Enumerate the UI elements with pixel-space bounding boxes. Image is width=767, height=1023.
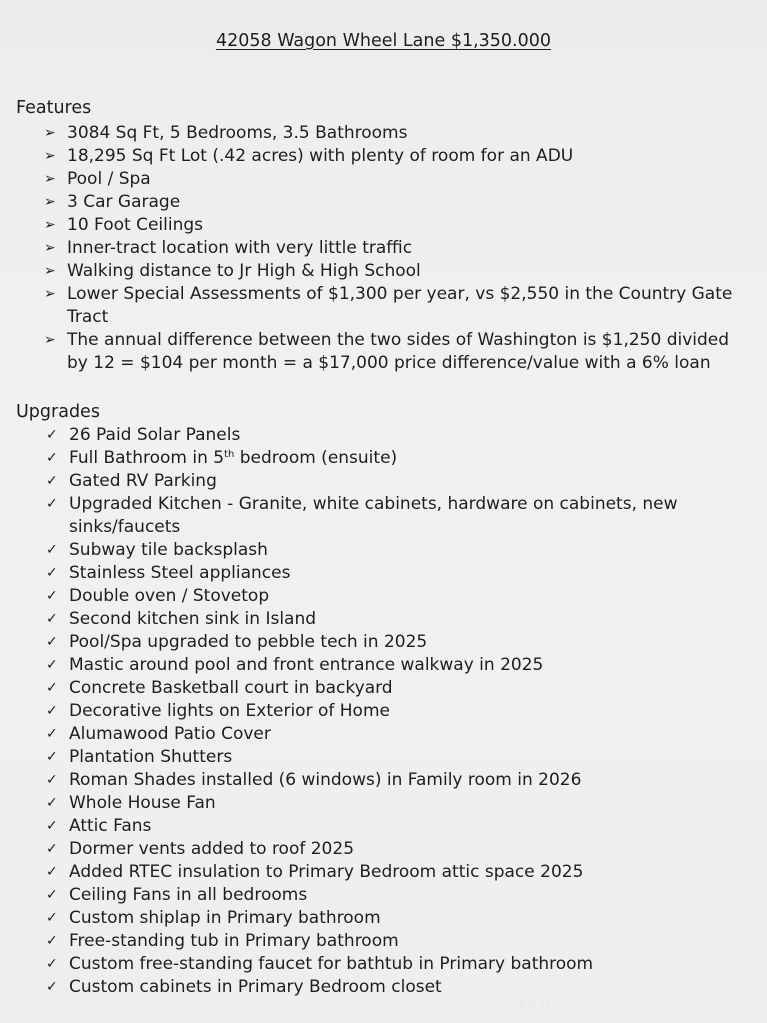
upgrades-item [0, 930, 767, 953]
features-item [0, 191, 767, 214]
checkmark-icon: ✓ [46, 634, 58, 650]
arrow-bullet-icon: ➢ [44, 240, 56, 256]
upgrades-item-text: Custom cabinets in Primary Bedroom closet [69, 977, 442, 997]
upgrades-item [0, 608, 767, 631]
upgrades-item-text: Decorative lights on Exterior of Home [69, 701, 390, 721]
upgrades-item [0, 792, 767, 815]
checkmark-icon: ✓ [46, 772, 58, 788]
features-item [0, 145, 767, 168]
upgrades-item-text: 26 Paid Solar Panels [69, 425, 241, 445]
checkmark-icon: ✓ [46, 795, 58, 811]
features-item [0, 260, 767, 283]
checkmark-icon: ✓ [46, 496, 58, 512]
features-item-text: Lower Special Assessments of $1,300 per year, vs $2,550 in the Country Gate Tract [67, 284, 733, 327]
upgrades-item [0, 746, 767, 769]
checkmark-icon: ✓ [46, 450, 58, 466]
features-item-text: 3 Car Garage [67, 192, 181, 212]
upgrades-item-text: Alumawood Patio Cover [69, 724, 271, 744]
checkmark-icon: ✓ [46, 841, 58, 857]
upgrades-item [0, 539, 767, 562]
upgrades-item-text: Double oven / Stovetop [69, 586, 270, 606]
upgrades-item-text: Concrete Basketball court in backyard [69, 678, 393, 698]
arrow-bullet-icon: ➢ [44, 194, 56, 210]
upgrades-item-text: Added RTEC insulation to Primary Bedroom attic space 2025 [69, 862, 584, 882]
upgrades-item-text: Ceiling Fans in all bedrooms [69, 885, 308, 905]
checkmark-icon: ✓ [46, 611, 58, 627]
upgrades-item-text: Upgraded Kitchen - Granite, white cabinets, hardware on cabinets, new sinks/faucets [69, 494, 678, 537]
features-item-text: 10 Foot Ceilings [67, 215, 203, 235]
superscript: th [224, 449, 235, 460]
features-item-text: 3084 Sq Ft, 5 Bedrooms, 3.5 Bathrooms [67, 123, 408, 143]
upgrades-item [0, 470, 767, 493]
upgrades-list [0, 424, 767, 999]
checkmark-icon: ✓ [46, 818, 58, 834]
features-item-text: Walking distance to Jr High & High School [67, 261, 421, 281]
arrow-bullet-icon: ➢ [44, 332, 56, 348]
features-item [0, 214, 767, 237]
upgrades-item-text: Attic Fans [69, 816, 152, 836]
features-item-text: Pool / Spa [67, 169, 151, 189]
upgrades-item [0, 631, 767, 654]
checkmark-icon: ✓ [46, 657, 58, 673]
upgrades-item-text: Custom shiplap in Primary bathroom [69, 908, 381, 928]
upgrades-item [0, 677, 767, 700]
checkmark-icon: ✓ [46, 749, 58, 765]
upgrades-item [0, 815, 767, 838]
features-item [0, 283, 767, 329]
arrow-bullet-icon: ➢ [44, 148, 56, 164]
checkmark-icon: ✓ [46, 910, 58, 926]
upgrades-item-text: Roman Shades installed (6 windows) in Family room in 2026 [69, 770, 582, 790]
checkmark-icon: ✓ [46, 565, 58, 581]
checkmark-icon: ✓ [46, 542, 58, 558]
arrow-bullet-icon: ➢ [44, 263, 56, 279]
checkmark-icon: ✓ [46, 726, 58, 742]
features-item [0, 237, 767, 260]
checkmark-icon: ✓ [46, 473, 58, 489]
upgrades-item-text: Pool/Spa upgraded to pebble tech in 2025 [69, 632, 428, 652]
upgrades-item-text: Mastic around pool and front entrance walkway in 2025 [69, 655, 544, 675]
checkmark-icon: ✓ [46, 427, 58, 443]
upgrades-item [0, 769, 767, 792]
upgrades-item [0, 907, 767, 930]
arrow-bullet-icon: ➢ [44, 217, 56, 233]
upgrades-item [0, 493, 767, 539]
upgrades-item [0, 953, 767, 976]
features-item-text: Inner-tract location with very little traffic [67, 238, 413, 258]
upgrades-item-text: Gated RV Parking [69, 471, 217, 491]
upgrades-item-text: Subway tile backsplash [69, 540, 268, 560]
page-title: 42058 Wagon Wheel Lane $1,350.000 [215, 31, 552, 51]
arrow-bullet-icon: ➢ [44, 125, 56, 141]
upgrades-item [0, 976, 767, 999]
watermark-logo: CRMLS [484, 996, 555, 1018]
upgrades-heading: Upgrades [16, 402, 100, 422]
upgrades-item [0, 424, 767, 447]
item-text-part: bedroom (ensuite) [234, 448, 398, 468]
upgrades-item-text: Free-standing tub in Primary bathroom [69, 931, 399, 951]
item-text-part: Full Bathroom in 5 [69, 448, 225, 468]
features-heading: Features [16, 98, 92, 118]
upgrades-item-text [69, 447, 687, 470]
upgrades-item-text: Plantation Shutters [69, 747, 233, 767]
checkmark-icon: ✓ [46, 887, 58, 903]
upgrades-item-text: Stainless Steel appliances [69, 563, 291, 583]
upgrades-item [0, 447, 767, 470]
upgrades-item-text: Whole House Fan [69, 793, 216, 813]
checkmark-icon: ✓ [46, 933, 58, 949]
features-item-text: 18,295 Sq Ft Lot (.42 acres) with plenty of room for an ADU [67, 146, 574, 166]
upgrades-item [0, 585, 767, 608]
features-list [0, 122, 767, 375]
checkmark-icon: ✓ [46, 864, 58, 880]
arrow-bullet-icon: ➢ [44, 286, 56, 302]
features-item [0, 122, 767, 145]
upgrades-item [0, 654, 767, 677]
upgrades-item-text: Dormer vents added to roof 2025 [69, 839, 355, 859]
upgrades-item [0, 562, 767, 585]
upgrades-item [0, 884, 767, 907]
checkmark-icon: ✓ [46, 588, 58, 604]
features-item-text: The annual difference between the two sides of Washington is $1,250 divided by 12 = $104 per month = a $17,000 price difference/value with a 6% loan [67, 330, 730, 373]
upgrades-item [0, 838, 767, 861]
upgrades-item-text: Second kitchen sink in Island [69, 609, 317, 629]
checkmark-icon: ✓ [46, 680, 58, 696]
checkmark-icon: ✓ [46, 703, 58, 719]
checkmark-icon: ✓ [46, 956, 58, 972]
features-item [0, 329, 767, 375]
arrow-bullet-icon: ➢ [44, 171, 56, 187]
features-item [0, 168, 767, 191]
upgrades-item [0, 861, 767, 884]
upgrades-item [0, 700, 767, 723]
checkmark-icon: ✓ [46, 979, 58, 995]
upgrades-item [0, 723, 767, 746]
upgrades-item-text: Custom free-standing faucet for bathtub in Primary bathroom [69, 954, 594, 974]
